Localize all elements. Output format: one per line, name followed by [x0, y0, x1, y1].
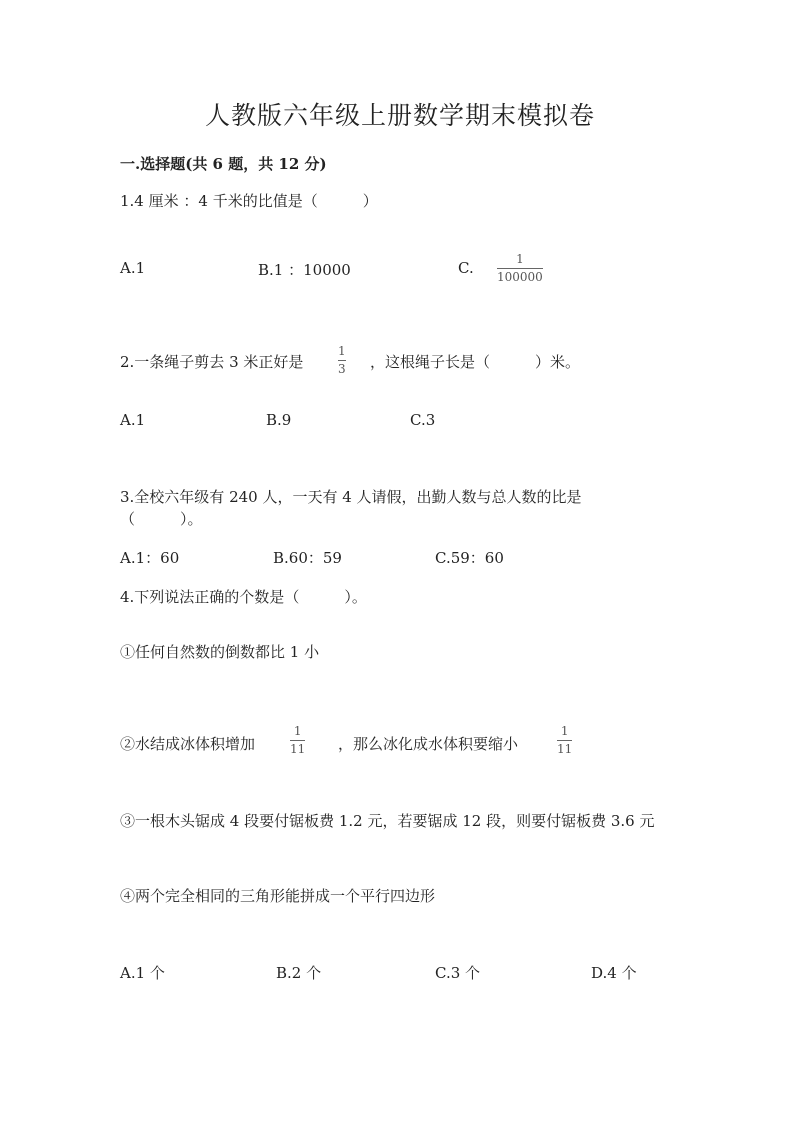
fraction-bar: [290, 740, 305, 741]
fraction-numerator: 1: [293, 724, 302, 738]
q1-option-c-fraction: [497, 253, 543, 284]
q3-stem-line1: 3.全校六年级有 240 人，一天有 4 人请假，出勤人数与总人数的比是: [120, 488, 582, 506]
q4-option-a: A.1 个: [120, 964, 165, 982]
fraction-bar: [338, 360, 346, 361]
q2-stem-after: ，这根绳子长是（ ）米。: [370, 353, 581, 371]
q1-option-b: B.1 ：10000: [258, 261, 351, 279]
page-title: 人教版六年级上册数学期末模拟卷: [204, 101, 595, 130]
q2-fraction: [338, 345, 346, 376]
q4-stem: 4.下列说法正确的个数是（ ）。: [120, 588, 367, 606]
q4-statement-2-mid: ，那么冰化成水体积要缩小: [338, 735, 519, 753]
q1-option-a: A.1: [120, 259, 146, 277]
q2-stem-before: 2.一条绳子剪去 3 米正好是: [120, 353, 304, 371]
q3-option-c: C.59：60: [435, 549, 504, 567]
fraction-denominator: 11: [290, 742, 306, 756]
q4-statement-2-fraction-2: [557, 725, 572, 756]
q4-statement-4: ④两个完全相同的三角形能拼成一个平行四边形: [120, 887, 436, 905]
q4-statement-2-before: ②水结成冰体积增加: [120, 735, 256, 753]
q3-stem-line2: （ ）。: [120, 510, 203, 528]
q4-statement-3: ③一根木头锯成 4 段要付锯板费 1.2 元，若要锯成 12 段，则要付锯板费 3.6 元: [120, 812, 655, 830]
fraction-numerator: 1: [560, 724, 569, 738]
q4-statement-2-fraction-1: [290, 725, 305, 756]
q2-option-b: B.9: [266, 411, 292, 429]
fraction-bar: [557, 740, 572, 741]
fraction-numerator: 1: [516, 252, 524, 266]
q4-option-c: C.3 个: [435, 964, 481, 982]
q1-stem: 1.4 厘米 ：4 千米的比值是（ ）: [120, 192, 378, 210]
fraction-denominator: 11: [557, 742, 573, 756]
q3-option-a: A.1：60: [120, 549, 180, 567]
q3-option-b: B.60：59: [273, 549, 342, 567]
section-heading: 一.选择题(共 6 题，共 12 分): [120, 155, 327, 173]
q2-option-a: A.1: [120, 411, 146, 429]
q2-option-c: C.3: [410, 411, 436, 429]
q4-statement-1: ①任何自然数的倒数都比 1 小: [120, 643, 320, 661]
q4-option-b: B.2 个: [276, 964, 322, 982]
q1-option-c: C.: [458, 259, 474, 277]
fraction-numerator: 1: [338, 344, 346, 358]
q4-option-d: D.4 个: [591, 964, 637, 982]
fraction-denominator: 100000: [497, 270, 543, 284]
fraction-bar: [497, 268, 543, 269]
fraction-denominator: 3: [338, 362, 346, 376]
